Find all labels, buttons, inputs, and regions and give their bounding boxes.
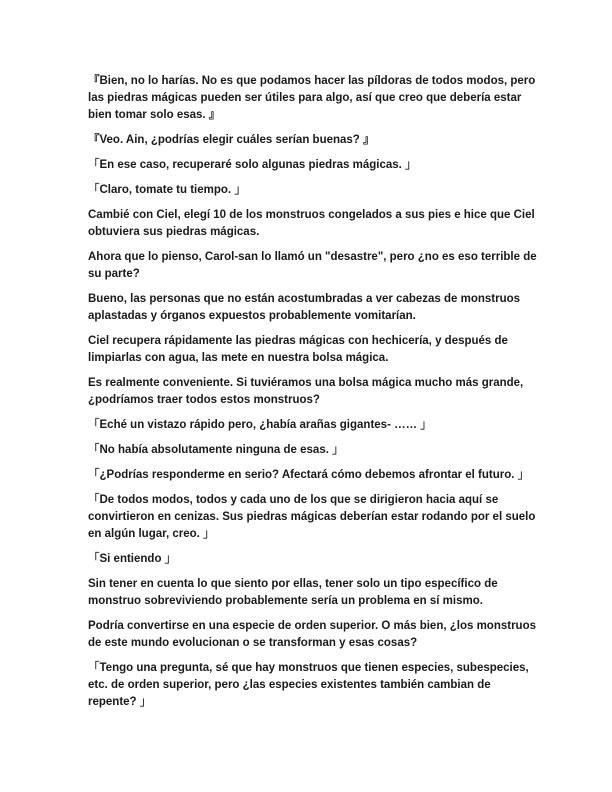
paragraph-1: 『Bien, no lo harías. No es que podamos hacer las píldoras de todos modos, pero las piedras mágicas pueden ser útiles para algo, así que creo que debería estar bien tomar solo esas. 』 xyxy=(88,75,539,121)
paragraph-9: Es realmente conveniente. Si tuviéramos una bolsa mágica mucho más grande, ¿podríamos traer todos estos monstruos? xyxy=(88,377,527,406)
paragraph-15: Sin tener en cuenta lo que siento por ellas, tener solo un tipo específico de monstruo sobreviviendo probablemente sería un problema en sí mismo. xyxy=(88,578,501,607)
paragraph-3: 「En ese caso, recuperaré solo algunas piedras mágicas. 」 xyxy=(88,159,417,171)
paragraph-2: 『Veo. Ain, ¿podrías elegir cuáles serían buenas? 』 xyxy=(88,134,375,146)
document-page xyxy=(88,73,538,719)
paragraph-14: 「Si entiendo 」 xyxy=(88,553,177,565)
paragraph-12: 「¿Podrías responderme en serio? Afectará cómo debemos afrontar el futuro. 」 xyxy=(88,469,530,481)
paragraph-10: 「Eché un vistazo rápido pero, ¿había arañas gigantes- …… 」 xyxy=(88,419,432,431)
paragraph-7: Bueno, las personas que no están acostumbradas a ver cabezas de monstruos aplastadas y órganos expuestos probablemente vomitarían. xyxy=(88,293,524,322)
paragraph-11: 「No había absolutamente ninguna de esas. 」 xyxy=(88,444,344,456)
paragraph-5: Cambié con Ciel, elegí 10 de los monstruos congelados a sus pies e hice que Ciel obtuviera sus piedras mágicas. xyxy=(88,209,538,238)
paragraph-13: 「De todos modos, todos y cada uno de los que se dirigieron hacia aquí se convirtieron en cenizas. Sus piedras mágicas deberían estar rodando por el suelo en algún lugar, creo. 」 xyxy=(88,494,539,540)
paragraph-16: Podría convertirse en una especie de orden superior. O más bien, ¿los monstruos de este mundo evolucionan o se transforman y esas cosas? xyxy=(88,620,540,649)
paragraph-6: Ahora que lo pienso, Carol-san lo llamó un "desastre", pero ¿no es eso terrible de su parte? xyxy=(88,251,540,280)
paragraph-17: 「Tengo una pregunta, sé que hay monstruos que tienen especies, subespecies, etc. de orden superior, pero ¿las especies existentes también cambian de repente? 」 xyxy=(88,662,532,708)
paragraph-4: 「Claro, tomate tu tiempo. 」 xyxy=(88,184,246,196)
paragraph-8: Ciel recupera rápidamente las piedras mágicas con hechicería, y después de limpiarlas con agua, las mete en nuestra bolsa mágica. xyxy=(88,335,512,364)
